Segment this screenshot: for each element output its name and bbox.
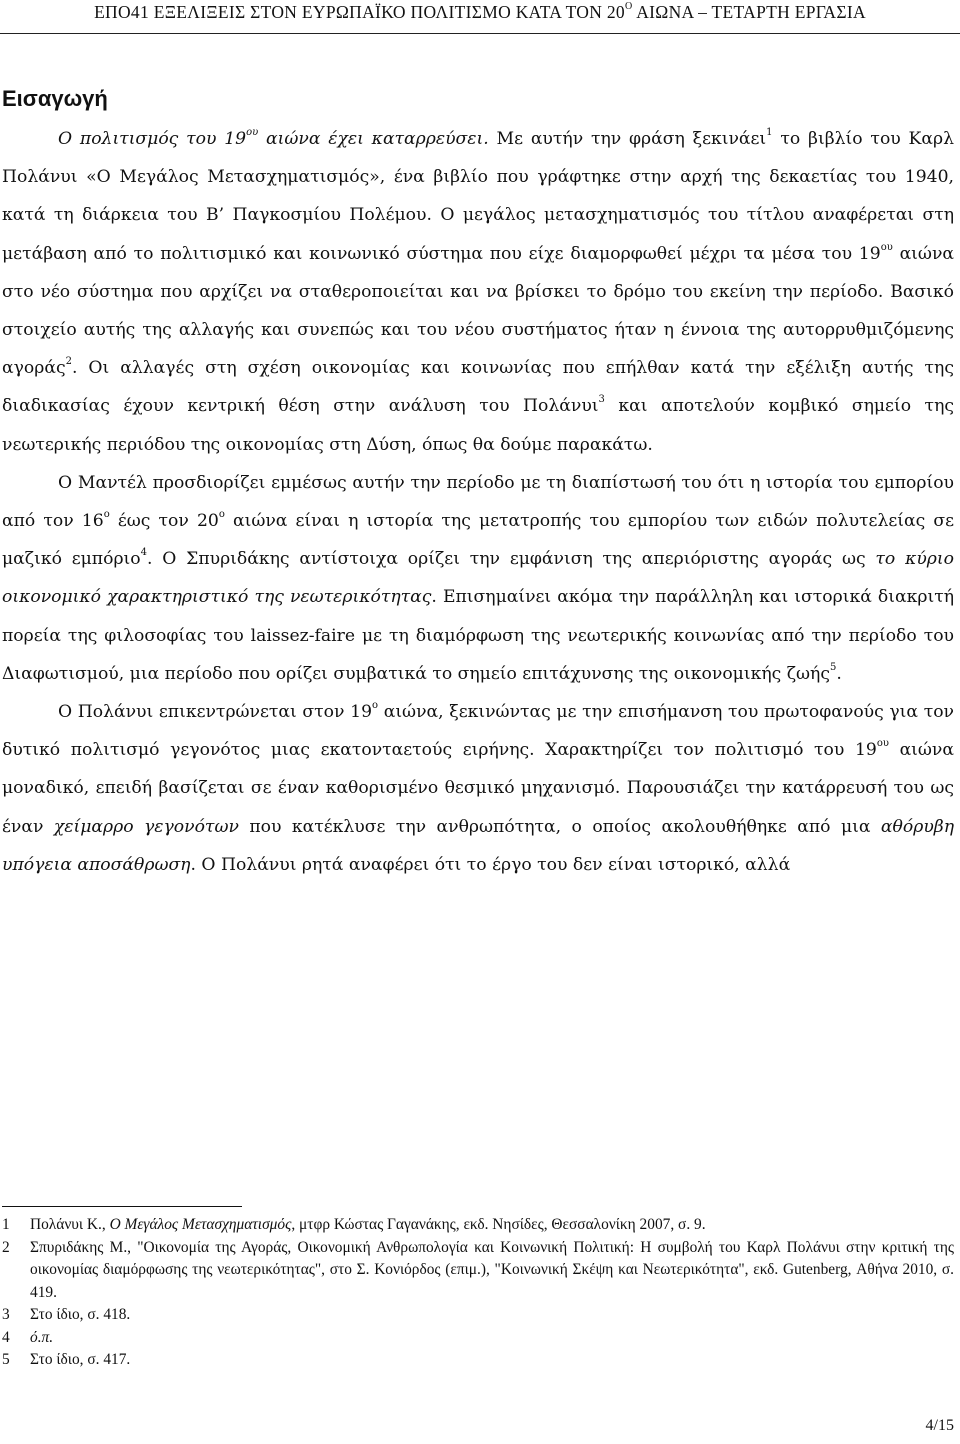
footnote-text-part: Σπυριδάκης Μ., "Οικονομία της Αγοράς, Οικονομική Ανθρωπολογία και Κοινωνική Πολιτική: Η συμβολή του Καρλ Πολάνυι στην κριτική της οικονομίας διαμόρφωσης της νεωτερικότητας", στο Σ. Κονιόρδος (επιμ.), "Κοινωνική Σκέψη και Νεωτερικότητα", εκδ. Gutenberg, Αθήνα 2010, σ. 419. — [30, 1238, 954, 1301]
ordinal-sup: ου — [246, 127, 259, 138]
footnotes — [2, 1214, 954, 1372]
footnote-divider — [2, 1206, 242, 1207]
footnote-number: 4 — [2, 1328, 10, 1346]
footnote-text-part: Στο ίδιο, σ. 418. — [30, 1306, 131, 1323]
footnote-number: 5 — [2, 1351, 10, 1368]
italic-phrase: αθόρυβη υπόγεια αποσάθρωση — [2, 816, 954, 875]
footnote — [2, 1327, 954, 1350]
paragraph-text: αιώνα μοναδικό, επειδή βασίζεται σε έναν καθορισμένο θεσμικό μηχανισμό. Παρουσιάζει την κατάρρευσή του ως έναν — [2, 740, 954, 837]
opening-quote — [58, 129, 489, 149]
paragraph-text: . Επισημαίνει ακόμα την παράλληλη και ιστορικά διακριτή πορεία της φιλοσοφίας του laissez-faire με τη διαμόρφωση της νεωτερικής κοινωνίας από την περίοδο του Διαφωτισμού, μια περίοδο που ορίζει συμβατικά το σημείο επιτάχυνσης της οικονομικής ζωής — [2, 587, 954, 684]
body-text — [2, 120, 954, 884]
header-title-sup: Ο — [624, 1, 633, 12]
footnote-text-part: Πολάνυι Κ., — [30, 1216, 110, 1233]
ordinal-sup: ου — [880, 241, 893, 253]
footnote-text-part: Στο ίδιο, σ. 417. — [30, 1351, 131, 1368]
ordinal-sup: ο — [218, 509, 225, 521]
footnote — [2, 1349, 954, 1372]
italic-phrase: το κύριο οικονομικό χαρακτηριστικό της νεωτερικότητας — [2, 549, 954, 608]
page-number: 4/15 — [925, 1417, 954, 1434]
header-title-main: ΕΠΟ41 ΕΞΕΛΙΞΕΙΣ ΣΤΟΝ ΕΥΡΩΠΑΪΚΟ ΠΟΛΙΤΙΣΜΟ ΚΑΤΑ ΤΟΝ 20 — [94, 2, 625, 22]
paragraph-text: έως τον 20 — [109, 511, 219, 532]
ordinal-sup: ο — [372, 700, 379, 712]
footnote-text — [30, 1327, 954, 1350]
footnote-text — [30, 1214, 954, 1237]
italic-phrase: χείμαρρο γεγονότων — [53, 816, 239, 837]
footnote-text — [30, 1304, 954, 1327]
opening-quote-end: αιώνα έχει καταρρεύσει. — [258, 129, 489, 149]
footnote-ref: 2 — [65, 356, 72, 368]
section-heading: Εισαγωγή — [2, 86, 108, 111]
paragraph-text: και αποτελούν κομβικό σημείο της νεωτερικής περιόδου της οικονομίας στη Δύση, όπως θα δούμε παρακάτω. — [2, 396, 954, 455]
running-header — [0, 2, 960, 23]
footnote-ref: 3 — [598, 394, 605, 406]
header-title-end: ΑΙΩΝΑ – ΤΕΤΑΡΤΗ ΕΡΓΑΣΙΑ — [632, 2, 866, 22]
ordinal-sup: ο — [103, 509, 110, 521]
footnote-text-part: , μτφρ Κώστας Γαγανάκης, εκδ. Νησίδες, Θεσσαλονίκη 2007, σ. 9. — [291, 1216, 706, 1233]
ordinal-sup: ου — [876, 738, 889, 750]
paragraph-text: το βιβλίο του Καρλ Πολάνυι «Ο Μεγάλος Μετασχηματισμός», ένα βιβλίο που γράφτηκε στην αρχή της δεκαετίας του 1940, κατά τη διάρκεια του Β’ Παγκοσμίου Πολέμου. Ο μεγάλος μετασχηματισμός του τίτλου αναφέρεται στη μετάβαση από το πολιτισμικό και κοινωνικό σύστημα που είχε διαμορφωθεί μέχρι τα μέσα του 19 — [2, 129, 954, 264]
footnote-ref: 5 — [829, 661, 837, 673]
paragraph-text: Ο Μαντέλ προσδιορίζει εμμέσως αυτήν την περίοδο με τη διαπίστωσή του ότι η ιστορία του εμπορίου από τον 16 — [2, 472, 954, 532]
footnote-text — [30, 1237, 954, 1305]
paragraph-text: Με αυτήν την φράση ξεκινάει — [488, 129, 767, 149]
paragraph-text: . — [836, 663, 842, 684]
footnote-number: 2 — [2, 1238, 10, 1256]
footnote-text — [30, 1349, 954, 1372]
paragraph-text: . Ο Σπυριδάκης αντίστοιχα ορίζει την εμφάνιση της απεριόριστης αγοράς ως — [147, 549, 876, 570]
opening-quote-text: Ο πολιτισμός του 19 — [58, 129, 247, 149]
paragraph-2 — [2, 464, 954, 693]
paragraph-text: αιώνα, ξεκινώντας με την επισήμανση του πρωτοφανούς για τον δυτικό πολιτισμό γεγονότος μιας εκατονταετούς ειρήνης. Χαρακτηρίζει τον πολιτισμό του 19 — [2, 702, 954, 761]
paragraph-text: . Οι αλλαγές στη σχέση οικονομίας και κοινωνίας που επήλθαν κατά την εξέλιξη αυτής της διαδικασίας έχουν κεντρική θέση στην ανάλυση του Πολάνυι — [2, 358, 954, 417]
paragraph-text: Ο Πολάνυι επικεντρώνεται στον 19 — [58, 702, 373, 723]
paragraph-text: που κατέκλυσε την ανθρωπότητα, ο οποίος ακολουθήθηκε από μια — [238, 816, 881, 837]
footnote — [2, 1304, 954, 1327]
paragraph-3 — [2, 693, 954, 884]
footnote-number: 1 — [2, 1216, 10, 1233]
footnote-ref: 1 — [766, 127, 773, 138]
footnote — [2, 1214, 954, 1237]
paragraph-text: αιώνα στο νέο σύστημα που αρχίζει να σταθεροποιείται και να βρίσκει το δρόμο του εκείνη την περίοδο. Βασικό στοιχείο αυτής της αλλαγής και συνεπώς και του νέου συστήματος ήταν η έννοια της αυτορρυθμιζόμενης αγοράς — [2, 243, 954, 379]
paragraph-1 — [2, 120, 954, 464]
paragraph-text: αιώνα είναι η ιστορία της μετατροπής του εμπορίου των ειδών πολυτελείας σε μαζικό εμπόριο — [2, 511, 954, 570]
header-divider — [0, 33, 960, 34]
paragraph-text: . Ο Πολάνυι ρητά αναφέρει ότι το έργο του δεν είναι ιστορικό, αλλά — [190, 854, 791, 875]
footnote-title: ό.π. — [30, 1328, 54, 1346]
footnote-number: 3 — [2, 1306, 10, 1323]
footnote-title: Ο Μεγάλος Μετασχηματισμός — [109, 1216, 292, 1233]
footnote — [2, 1237, 954, 1305]
footnote-ref: 4 — [140, 547, 148, 559]
